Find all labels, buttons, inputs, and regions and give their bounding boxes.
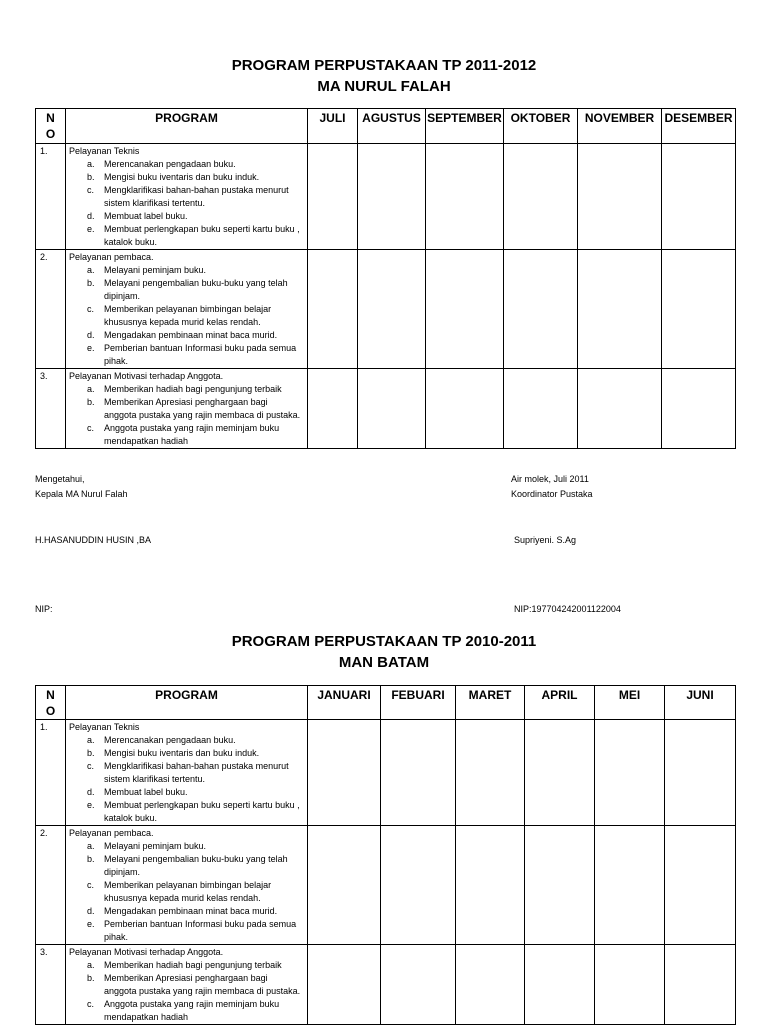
row-number: 2. <box>36 826 66 945</box>
list-item <box>69 264 307 277</box>
list-item <box>69 998 307 1024</box>
program-item-list <box>69 158 307 249</box>
section-title: Pelayanan Motivasi terhadap Anggota. <box>69 371 224 381</box>
list-item <box>69 158 307 171</box>
signature-right-line2: Koordinator Pustaka <box>511 489 593 499</box>
row-number: 3. <box>36 945 66 1025</box>
program-cell <box>66 945 308 1025</box>
row-number: 2. <box>36 250 66 369</box>
list-item <box>69 184 307 210</box>
item-marker: e. <box>87 919 95 929</box>
program-cell <box>66 250 308 369</box>
list-item <box>69 342 307 368</box>
program-cell <box>66 826 308 945</box>
item-text: Memberikan Apresiasi penghargaan bagi anggota pustaka yang rajin membaca di pustaka. <box>104 973 301 996</box>
month-cell <box>578 250 662 369</box>
signature-right-nip: NIP:197704242001122004 <box>514 604 621 614</box>
month-cell <box>426 250 504 369</box>
item-marker: e. <box>87 343 95 353</box>
table-row <box>36 720 736 826</box>
item-text: Memberikan pelayanan bimbingan belajar khususnya kepada murid kelas rendah. <box>104 304 272 327</box>
list-item <box>69 747 307 760</box>
section-title: Pelayanan Teknis <box>69 722 140 732</box>
item-marker: a. <box>87 841 95 851</box>
month-cell <box>308 826 381 945</box>
month-cell <box>308 720 381 826</box>
program-item-list <box>69 383 307 448</box>
list-item <box>69 277 307 303</box>
item-marker: b. <box>87 278 95 288</box>
item-marker: e. <box>87 224 95 234</box>
item-marker: c. <box>87 880 95 890</box>
header-program: PROGRAM <box>66 686 308 720</box>
item-text: Memberikan pelayanan bimbingan belajar khususnya kepada murid kelas rendah. <box>104 880 272 903</box>
item-text: Mengisi buku iventaris dan buku induk. <box>104 172 260 182</box>
item-text: Anggota pustaka yang rajin meminjam buku mendapatkan hadiah <box>104 999 280 1022</box>
header-program: PROGRAM <box>66 109 308 144</box>
signature-left-line2: Kepala MA Nurul Falah <box>35 489 128 499</box>
item-text: Memberikan Apresiasi penghargaan bagi anggota pustaka yang rajin membaca di pustaka. <box>104 397 301 420</box>
signature-left-nip: NIP: <box>35 604 53 614</box>
signature-right-name: Supriyeni. S.Ag <box>514 535 577 545</box>
month-cell <box>662 144 736 250</box>
month-cell <box>525 826 595 945</box>
header-month: JANUARI <box>308 686 381 720</box>
table-row <box>36 369 736 449</box>
month-cell <box>456 945 525 1025</box>
item-marker: b. <box>87 748 95 758</box>
list-item <box>69 799 307 825</box>
item-text: Membuat label buku. <box>104 787 188 797</box>
month-cell <box>665 826 736 945</box>
item-text: Mengadakan pembinaan minat baca murid. <box>104 906 278 916</box>
month-cell <box>504 369 578 449</box>
item-text: Pemberian bantuan Informasi buku pada semua pihak. <box>104 919 297 942</box>
header-month: NOVEMBER <box>578 109 662 144</box>
month-cell <box>308 945 381 1025</box>
month-cell <box>308 144 358 250</box>
table-header-row <box>36 109 736 144</box>
program-item-list <box>69 840 307 944</box>
list-item <box>69 734 307 747</box>
row-number: 1. <box>36 720 66 826</box>
month-cell <box>426 144 504 250</box>
program-cell <box>66 720 308 826</box>
item-marker: a. <box>87 265 95 275</box>
month-cell <box>504 144 578 250</box>
month-cell <box>665 720 736 826</box>
table-row <box>36 945 736 1025</box>
item-marker: a. <box>87 384 95 394</box>
month-cell <box>381 945 456 1025</box>
month-cell <box>381 720 456 826</box>
item-text: Melayani pengembalian buku-buku yang telah dipinjam. <box>104 278 288 301</box>
doc2-title-line1: PROGRAM PERPUSTAKAAN TP 2010-2011 <box>231 633 537 650</box>
header-no: N O <box>36 686 66 720</box>
signature-left-name: H.HASANUDDIN HUSIN ,BA <box>35 535 152 545</box>
month-cell <box>525 720 595 826</box>
month-cell <box>358 250 426 369</box>
item-text: Pemberian bantuan Informasi buku pada semua pihak. <box>104 343 297 366</box>
month-cell <box>595 945 665 1025</box>
header-no: N O <box>36 109 66 144</box>
signature-left-line1: Mengetahui, <box>35 474 85 484</box>
program-cell <box>66 144 308 250</box>
header-month: FEBUARI <box>381 686 456 720</box>
header-month: MEI <box>595 686 665 720</box>
header-month: OKTOBER <box>504 109 578 144</box>
item-text: Merencanakan pengadaan buku. <box>104 735 236 745</box>
table-row <box>36 826 736 945</box>
header-month: SEPTEMBER <box>426 109 504 144</box>
month-cell <box>665 945 736 1025</box>
item-marker: e. <box>87 800 95 810</box>
item-text: Mengklarifikasi bahan-bahan pustaka menurut sistem klarifikasi tertentu. <box>104 761 289 784</box>
month-cell <box>662 369 736 449</box>
item-marker: c. <box>87 304 95 314</box>
doc1-program-table <box>35 108 736 449</box>
list-item <box>69 210 307 223</box>
header-month: JUNI <box>665 686 736 720</box>
table-header-row <box>36 686 736 720</box>
item-marker: b. <box>87 397 95 407</box>
item-marker: b. <box>87 172 95 182</box>
item-marker: b. <box>87 973 95 983</box>
month-cell <box>578 369 662 449</box>
month-cell <box>578 144 662 250</box>
item-marker: c. <box>87 185 95 195</box>
month-cell <box>358 144 426 250</box>
doc2-title-line2: MAN BATAM <box>338 654 430 671</box>
row-number: 1. <box>36 144 66 250</box>
item-marker: b. <box>87 854 95 864</box>
program-cell <box>66 369 308 449</box>
month-cell <box>426 369 504 449</box>
list-item <box>69 853 307 879</box>
section-title: Pelayanan pembaca. <box>69 252 154 262</box>
signature-right-line1: Air molek, Juli 2011 <box>511 474 589 484</box>
item-marker: c. <box>87 761 95 771</box>
item-text: Mengklarifikasi bahan-bahan pustaka menurut sistem klarifikasi tertentu. <box>104 185 289 208</box>
program-item-list <box>69 734 307 825</box>
item-text: Membuat perlengkapan buku seperti kartu buku , katalok buku. <box>104 224 300 247</box>
section-title: Pelayanan pembaca. <box>69 828 154 838</box>
list-item <box>69 760 307 786</box>
header-month: APRIL <box>525 686 595 720</box>
month-cell <box>525 945 595 1025</box>
item-text: Mengadakan pembinaan minat baca murid. <box>104 330 278 340</box>
month-cell <box>595 720 665 826</box>
item-text: Anggota pustaka yang rajin meminjam buku mendapatkan hadiah <box>104 423 280 446</box>
list-item <box>69 972 307 998</box>
item-text: Membuat label buku. <box>104 211 188 221</box>
item-text: Memberikan hadiah bagi pengunjung terbaik <box>104 960 282 970</box>
list-item <box>69 918 307 944</box>
month-cell <box>504 250 578 369</box>
list-item <box>69 879 307 905</box>
list-item <box>69 786 307 799</box>
doc1-title-line1: PROGRAM PERPUSTAKAAN TP 2011-2012 <box>231 57 537 74</box>
month-cell <box>358 369 426 449</box>
item-text: Merencanakan pengadaan buku. <box>104 159 236 169</box>
program-item-list <box>69 264 307 368</box>
item-marker: d. <box>87 906 95 916</box>
table-row <box>36 144 736 250</box>
list-item <box>69 422 307 448</box>
item-marker: a. <box>87 735 95 745</box>
item-marker: d. <box>87 330 95 340</box>
header-month: MARET <box>456 686 525 720</box>
list-item <box>69 905 307 918</box>
month-cell <box>456 720 525 826</box>
month-cell <box>456 826 525 945</box>
list-item <box>69 959 307 972</box>
doc1-title-line2: MA NURUL FALAH <box>317 78 451 95</box>
month-cell <box>308 369 358 449</box>
header-month: DESEMBER <box>662 109 736 144</box>
header-month: JULI <box>308 109 358 144</box>
section-title: Pelayanan Teknis <box>69 146 140 156</box>
list-item <box>69 840 307 853</box>
list-item <box>69 396 307 422</box>
item-text: Mengisi buku iventaris dan buku induk. <box>104 748 260 758</box>
list-item <box>69 171 307 184</box>
item-marker: d. <box>87 787 95 797</box>
month-cell <box>595 826 665 945</box>
month-cell <box>308 250 358 369</box>
item-marker: d. <box>87 211 95 221</box>
item-text: Melayani peminjam buku. <box>104 265 207 275</box>
item-text: Memberikan hadiah bagi pengunjung terbaik <box>104 384 282 394</box>
month-cell <box>381 826 456 945</box>
section-title: Pelayanan Motivasi terhadap Anggota. <box>69 947 224 957</box>
item-marker: a. <box>87 960 95 970</box>
header-month: AGUSTUS <box>358 109 426 144</box>
list-item <box>69 383 307 396</box>
doc2-program-table <box>35 685 736 1025</box>
item-marker: a. <box>87 159 95 169</box>
month-cell <box>662 250 736 369</box>
item-text: Membuat perlengkapan buku seperti kartu buku , katalok buku. <box>104 800 300 823</box>
item-marker: c. <box>87 999 95 1009</box>
row-number: 3. <box>36 369 66 449</box>
list-item <box>69 329 307 342</box>
item-marker: c. <box>87 423 95 433</box>
item-text: Melayani peminjam buku. <box>104 841 207 851</box>
list-item <box>69 303 307 329</box>
program-item-list <box>69 959 307 1024</box>
item-text: Melayani pengembalian buku-buku yang telah dipinjam. <box>104 854 288 877</box>
table-row <box>36 250 736 369</box>
list-item <box>69 223 307 249</box>
